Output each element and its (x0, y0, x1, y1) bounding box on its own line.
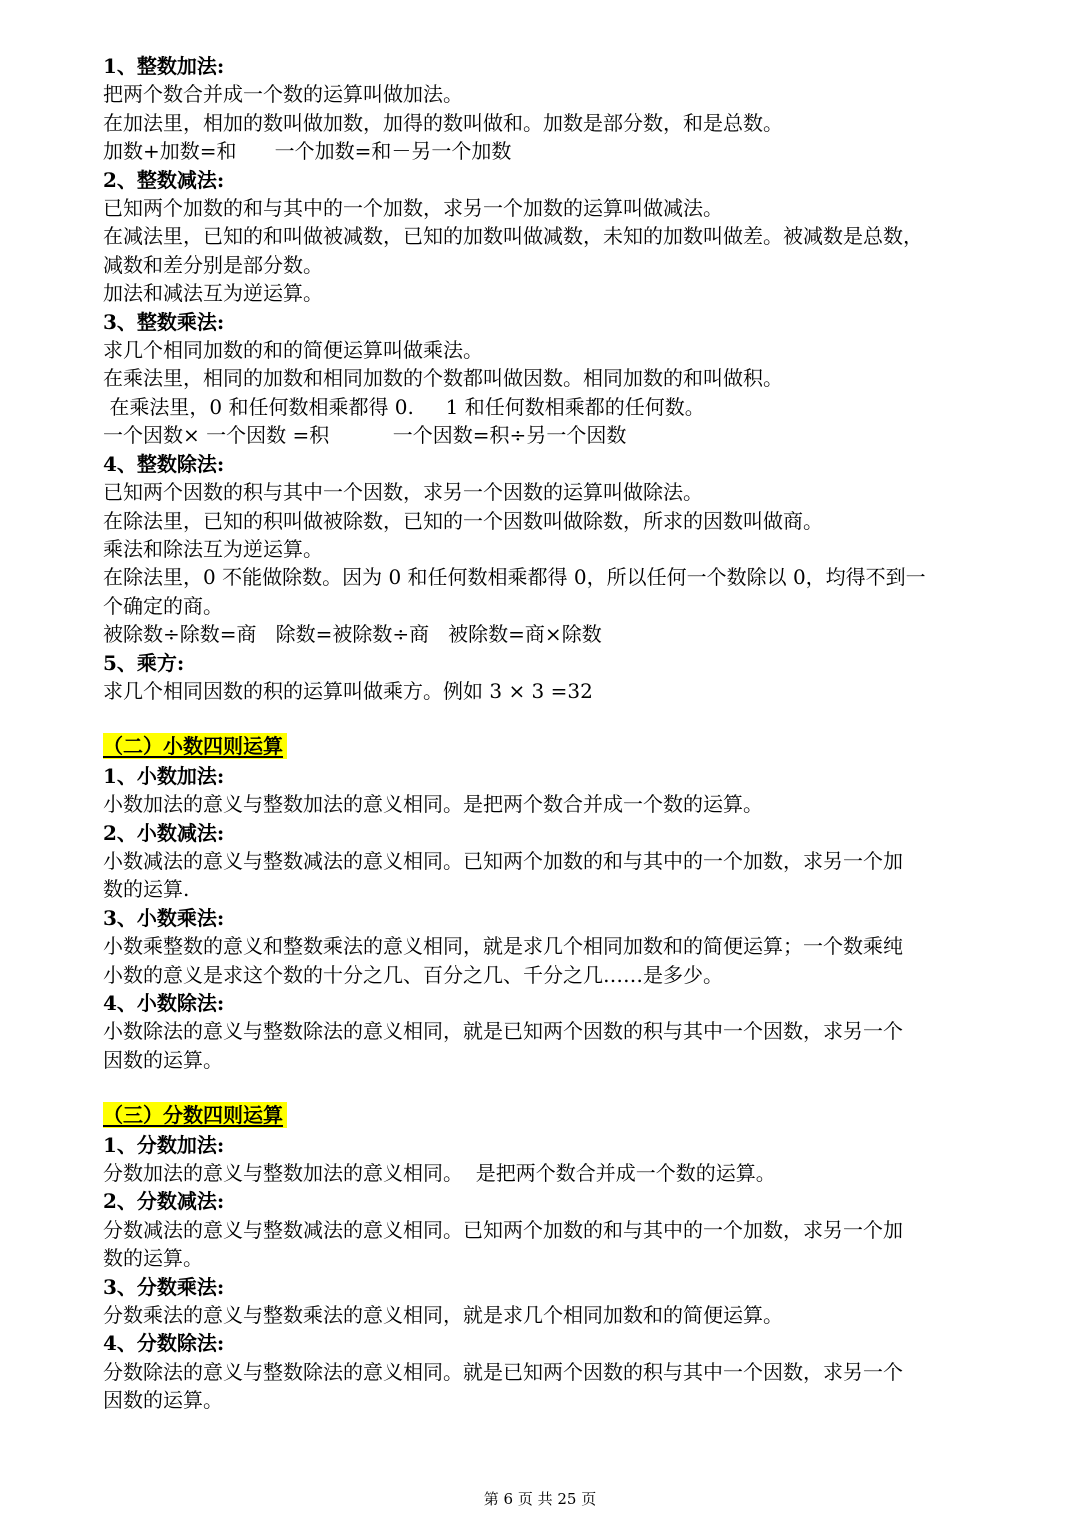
heading-decimal-subtraction: 2、小数减法: (103, 820, 225, 845)
text-line: 加法和减法互为逆运算。 (103, 281, 323, 306)
text-line: 在乘法里，0 和任何数相乘都得 0. 1 和任何数相乘都的任何数。 (103, 394, 705, 419)
text-line: 数的运算。 (103, 1246, 203, 1271)
text-line: 在减法里，已知的和叫做被减数，已知的加数叫做减数，未知的加数叫做差。被减数是总数， (103, 224, 923, 249)
text-line: 在加法里，相加的数叫做加数，加得的数叫做和。加数是部分数，和是总数。 (103, 110, 783, 135)
text-line: 已知两个因数的积与其中一个因数，求另一个因数的运算叫做除法。 (103, 480, 703, 505)
text-line: 分数除法的意义与整数除法的意义相同。就是已知两个因数的积与其中一个因数，求另一个 (103, 1359, 903, 1384)
text-line: 在除法里，0 不能做除数。因为 0 和任何数相乘都得 0，所以任何一个数除以 0，均得不到一 (103, 565, 926, 590)
heading-integer-multiplication: 3、整数乘法: (103, 309, 225, 334)
section-title-wrap (103, 733, 983, 761)
section-title-decimals: （二）小数四则运算 (103, 733, 287, 759)
heading-power: 5、乘方: (103, 650, 185, 675)
text-line: 因数的运算。 (103, 1388, 223, 1413)
text-line: 分数乘法的意义与整数乘法的意义相同，就是求几个相同加数和的简便运算。 (103, 1303, 783, 1328)
heading-decimal-multiplication: 3、小数乘法: (103, 905, 225, 930)
text-line: 求几个相同因数的积的运算叫做乘方。例如 3 × 3 =32 (103, 678, 593, 703)
document-page (103, 52, 983, 1415)
page-footer: 第 6 页 共 25 页 (483, 1490, 597, 1508)
text-line: 已知两个加数的和与其中的一个加数，求另一个加数的运算叫做减法。 (103, 196, 723, 221)
heading-integer-subtraction: 2、整数减法: (103, 167, 225, 192)
spacer (103, 705, 983, 733)
text-line: 小数的意义是求这个数的十分之几、百分之几、千分之几……是多少。 (103, 962, 723, 987)
formula-line: 被除数÷除数=商 除数=被除数÷商 被除数=商×除数 (103, 622, 602, 647)
text-line: 分数加法的意义与整数加法的意义相同。 是把两个数合并成一个数的运算。 (103, 1161, 776, 1185)
text-line: 小数减法的意义与整数减法的意义相同。已知两个加数的和与其中的一个加数，求另一个加 (103, 848, 903, 873)
text-line: 小数加法的意义与整数加法的意义相同。是把两个数合并成一个数的运算。 (103, 792, 763, 817)
text-line: 求几个相同加数的和的简便运算叫做乘法。 (103, 338, 483, 363)
text-line: 乘法和除法互为逆运算。 (103, 536, 323, 561)
spacer (103, 1074, 983, 1102)
text-line: 在除法里，已知的积叫做被除数，已知的一个因数叫做除数，所求的因数叫做商。 (103, 508, 823, 533)
heading-decimal-addition: 1、小数加法: (103, 763, 225, 788)
text-line: 减数和差分别是部分数。 (103, 252, 323, 277)
heading-fraction-subtraction: 2、分数减法: (103, 1189, 225, 1214)
text-line: 因数的运算。 (103, 1047, 223, 1072)
heading-integer-division: 4、整数除法: (103, 451, 225, 476)
text-line: 分数减法的意义与整数减法的意义相同。已知两个加数的和与其中的一个加数，求另一个加 (103, 1217, 903, 1242)
heading-fraction-division: 4、分数除法: (103, 1331, 225, 1356)
text-line: 个确定的商。 (103, 593, 223, 618)
text-line: 把两个数合并成一个数的运算叫做加法。 (103, 82, 463, 107)
text-line: 在乘法里，相同的加数和相同加数的个数都叫做因数。相同加数的和叫做积。 (103, 366, 783, 391)
heading-fraction-multiplication: 3、分数乘法: (103, 1274, 225, 1299)
heading-fraction-addition: 1、分数加法: (103, 1132, 225, 1157)
heading-integer-addition: 1、整数加法: (103, 54, 225, 78)
heading-decimal-division: 4、小数除法: (103, 990, 225, 1015)
text-line: 小数除法的意义与整数除法的意义相同，就是已知两个因数的积与其中一个因数，求另一个 (103, 1019, 903, 1044)
formula-line: 加数+加数=和 一个加数=和－另一个加数 (103, 139, 512, 164)
section-title-fractions: （三）分数四则运算 (103, 1102, 287, 1128)
section-title-wrap (103, 1102, 983, 1130)
formula-line: 一个因数× 一个因数 =积 一个因数=积÷另一个因数 (103, 423, 627, 448)
text-line: 数的运算. (103, 877, 190, 902)
text-line: 小数乘整数的意义和整数乘法的意义相同，就是求几个相同加数和的简便运算；一个数乘纯 (103, 934, 903, 959)
